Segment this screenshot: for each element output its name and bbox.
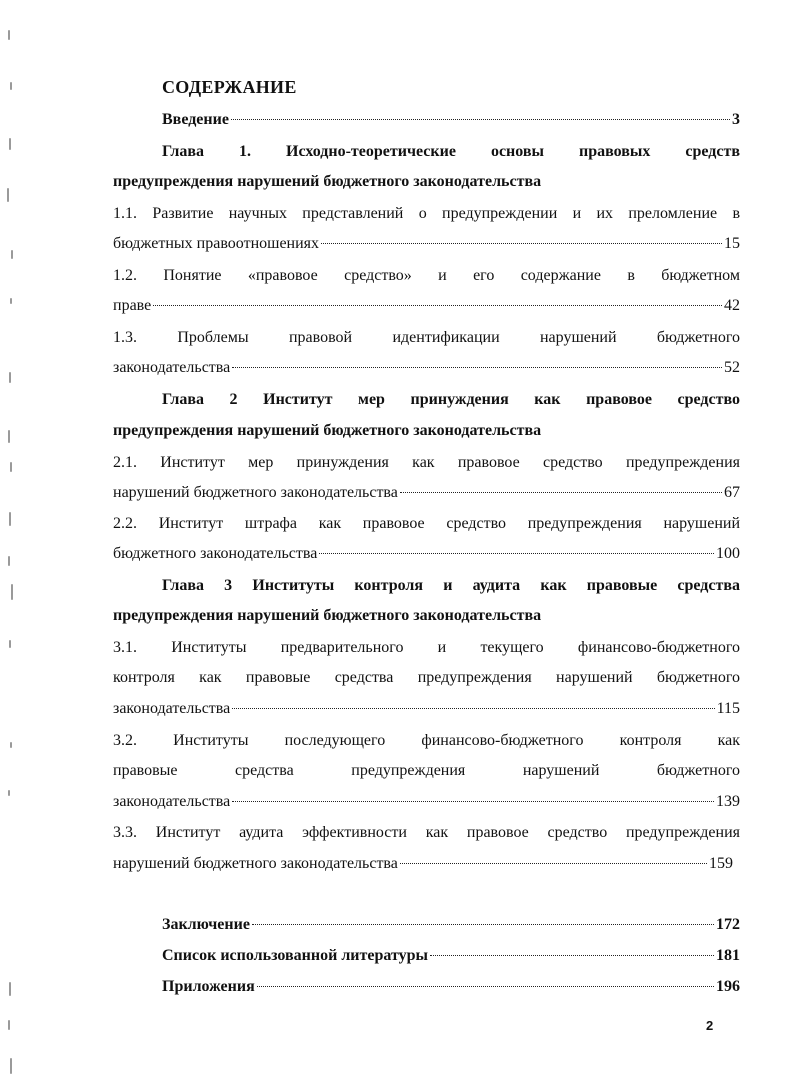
toc-entry-appendices[interactable]: [162, 975, 740, 999]
toc-entry-3-3[interactable]: [113, 852, 733, 876]
section-3-2-title: 3.2. Институты последующего финансово-бюджетного контроля как: [113, 732, 740, 749]
toc-entry-conclusion[interactable]: [162, 913, 740, 937]
toc-entry-page: 15: [724, 235, 740, 252]
section-3-2-title-cont: правовые средства предупреждения нарушений бюджетного: [113, 762, 740, 779]
toc-entry-1-2[interactable]: [113, 294, 740, 318]
dot-leader: [257, 986, 714, 987]
toc-entry-label: Приложения: [162, 978, 255, 995]
toc-entry-2-2[interactable]: [113, 542, 740, 566]
section-3-3-title: 3.3. Институт аудита эффективности как правовое средство предупреждения: [113, 824, 740, 841]
toc-entry-page: 52: [724, 359, 740, 376]
section-3-1-title-cont: контроля как правовые средства предупреждения нарушений бюджетного: [113, 669, 740, 686]
page-number: 2: [706, 1018, 714, 1033]
toc-entry-1-3[interactable]: [113, 356, 740, 380]
dot-leader: [231, 119, 730, 120]
dot-leader: [252, 924, 714, 925]
dot-leader: [319, 553, 714, 554]
toc-entry-references[interactable]: [162, 944, 740, 968]
toc-entry-page: 139: [716, 793, 740, 810]
dot-leader: [321, 243, 722, 244]
chapter-3-heading: Глава 3 Институты контроля и аудита как правовые средства: [162, 577, 740, 594]
section-1-1-title: 1.1. Развитие научных представлений о предупреждении и их преломление в: [113, 205, 740, 222]
toc-entry-page: 115: [716, 700, 740, 717]
section-3-1-title: 3.1. Институты предварительного и текущего финансово-бюджетного: [113, 639, 740, 656]
toc-entry-page: 172: [716, 916, 740, 933]
section-2-1-title: 2.1. Институт мер принуждения как правовое средство предупреждения: [113, 454, 740, 471]
chapter-3-heading-cont: предупреждения нарушений бюджетного законодательства: [113, 607, 542, 624]
toc-entry-label: бюджетного законодательства: [113, 545, 318, 562]
chapter-2-heading-cont: предупреждения нарушений бюджетного законодательства: [113, 422, 542, 439]
toc-entry-label: Введение: [162, 111, 229, 128]
toc-entry-page: 42: [724, 297, 740, 314]
toc-entry-page: 181: [716, 947, 740, 964]
toc-entry-label: Заключение: [162, 916, 250, 933]
dot-leader: [430, 955, 714, 956]
dot-leader: [232, 367, 722, 368]
toc-entry-page: 67: [724, 484, 740, 501]
toc-entry-label: законодательства: [113, 793, 231, 810]
toc-entry-label: нарушений бюджетного законодательства: [113, 484, 398, 501]
dot-leader: [400, 863, 707, 864]
dot-leader: [232, 708, 714, 709]
section-1-2-title: 1.2. Понятие «правовое средство» и его содержание в бюджетном: [113, 267, 740, 284]
toc-entry-page: 3: [732, 111, 740, 128]
toc-entry-label: праве: [113, 297, 152, 314]
section-2-2-title: 2.2. Институт штрафа как правовое средство предупреждения нарушений: [113, 515, 740, 532]
toc-entry-1-1[interactable]: [113, 232, 740, 256]
toc-entry-label: нарушений бюджетного законодательства: [113, 855, 398, 872]
toc-entry-label: законодательства: [113, 700, 231, 717]
toc-entry-intro[interactable]: [162, 108, 740, 132]
toc-entry-3-2[interactable]: [113, 790, 740, 814]
toc-entry-page: 100: [716, 545, 740, 562]
chapter-1-heading: Глава 1. Исходно-теоретические основы правовых средств: [162, 143, 740, 160]
scan-edge-marks: [6, 0, 20, 1087]
toc-entry-label: Список использованной литературы: [162, 947, 428, 964]
toc-entry-page: 196: [716, 978, 740, 995]
toc-entry-page: 159: [709, 855, 733, 872]
dot-leader: [400, 492, 722, 493]
chapter-1-heading-cont: предупреждения нарушений бюджетного законодательства: [113, 173, 542, 190]
toc-entry-3-1[interactable]: [113, 697, 740, 721]
section-1-3-title: 1.3. Проблемы правовой идентификации нарушений бюджетного: [113, 329, 740, 346]
toc-entry-label: законодательства: [113, 359, 231, 376]
toc-entry-2-1[interactable]: [113, 481, 740, 505]
chapter-2-heading: Глава 2 Институт мер принуждения как правовое средство: [162, 391, 740, 408]
toc-entry-label: бюджетных правоотношениях: [113, 235, 320, 252]
dot-leader: [232, 801, 714, 802]
dot-leader: [153, 305, 722, 306]
toc-title: СОДЕРЖАНИЕ: [162, 77, 297, 97]
